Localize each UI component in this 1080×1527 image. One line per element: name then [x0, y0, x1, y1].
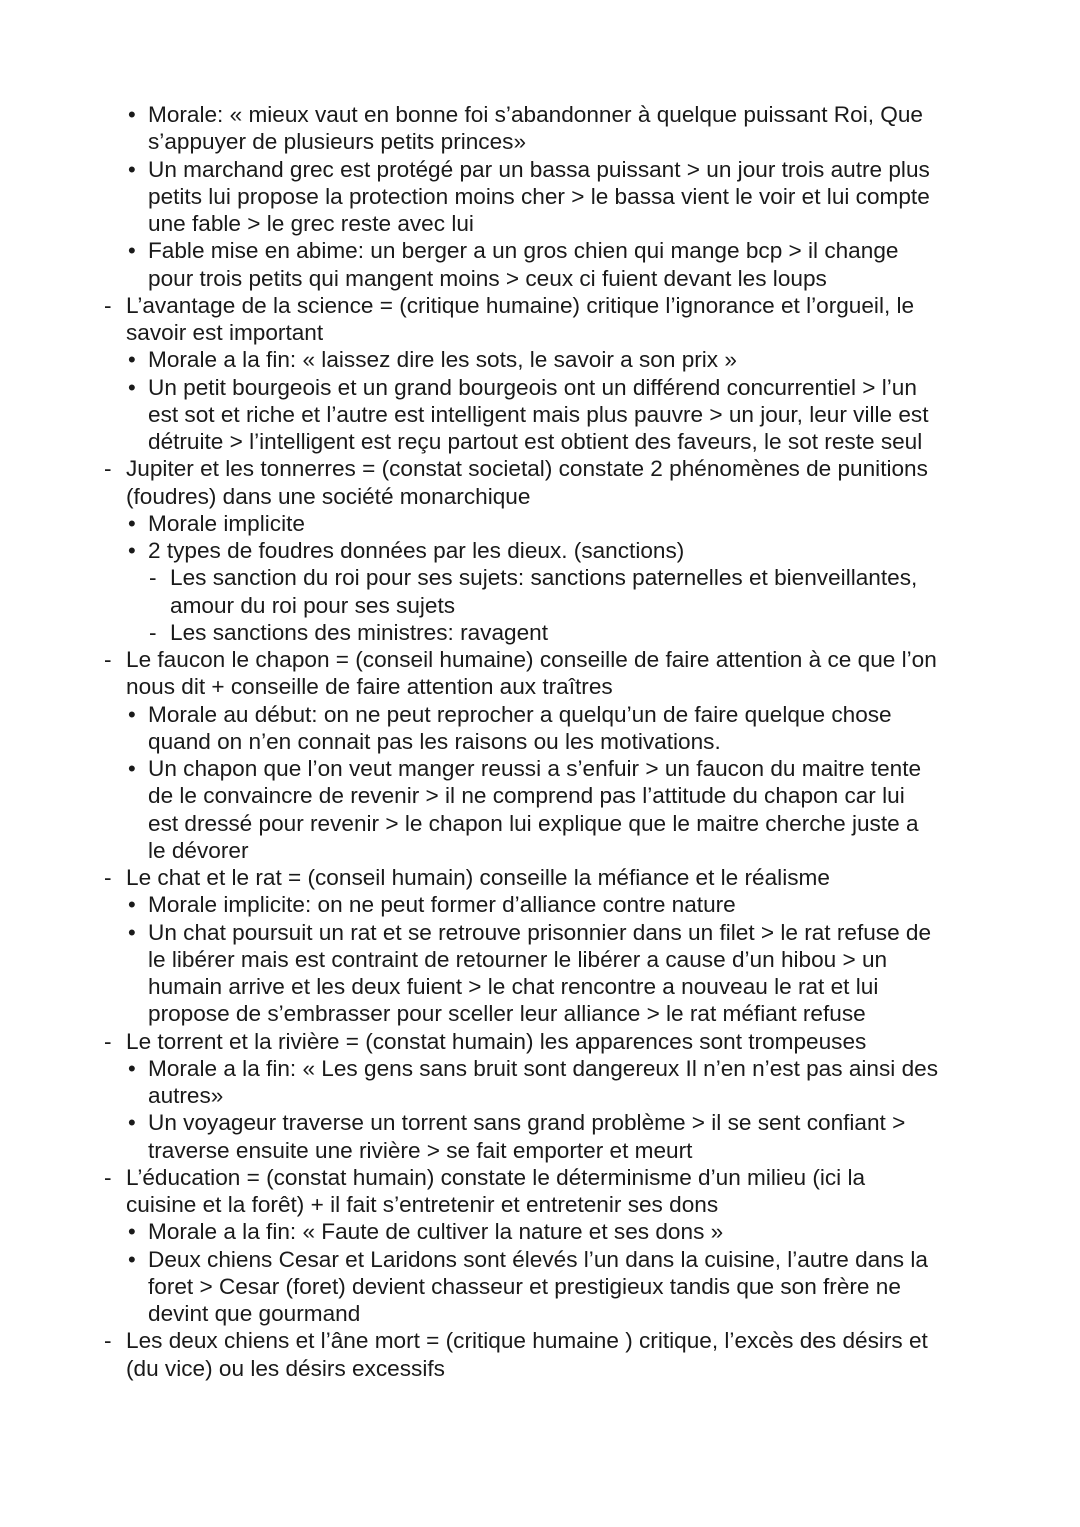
note-text: humain arrive et les deux fuient > le chat rencontre a nouveau le rat et lui	[148, 974, 879, 999]
note-text: L’avantage de la science = (critique humaine) critique l’ignorance et l’orgueil, le	[126, 292, 915, 318]
note-text: foret > Cesar (foret) devient chasseur et prestigieux tandis que son frère ne	[148, 1273, 901, 1299]
note-text: est dressé pour revenir > le chapon lui explique que le maitre cherche juste a	[148, 810, 919, 836]
note-line	[0, 646, 1080, 673]
note-line	[0, 428, 1080, 455]
note-line	[0, 1000, 1080, 1027]
note-line	[0, 1355, 1080, 1382]
note-line	[0, 346, 1080, 373]
dash-marker: -	[104, 1028, 112, 1054]
note-line	[0, 210, 1080, 237]
note-text: traverse ensuite une rivière > se fait emporter et meurt	[148, 1137, 693, 1163]
dash-marker: -	[104, 1164, 112, 1190]
note-line	[0, 864, 1080, 891]
note-line	[0, 156, 1080, 183]
note-text: Les sanctions des ministres: ravagent	[170, 619, 549, 645]
note-line	[0, 1055, 1080, 1082]
note-line	[0, 1273, 1080, 1300]
note-text: petits lui propose la protection moins cher > le bassa vient le voir et lui compte	[148, 183, 930, 209]
note-text: Morale implicite: on ne peut former d’alliance contre nature	[148, 892, 736, 918]
note-line	[0, 1109, 1080, 1136]
bullet-marker: •	[128, 1219, 136, 1245]
note-line	[0, 374, 1080, 401]
note-line	[0, 701, 1080, 728]
note-line	[0, 537, 1080, 564]
note-line	[0, 265, 1080, 292]
note-line	[0, 810, 1080, 837]
note-line	[0, 755, 1080, 782]
note-text: de le convaincre de revenir > il ne comprend pas l’attitude du chapon car lui	[148, 783, 905, 809]
note-line	[0, 837, 1080, 864]
note-line	[0, 183, 1080, 210]
note-text: Deux chiens Cesar et Laridons sont élevés l’un dans la cuisine, l’autre dans la	[148, 1246, 928, 1272]
bullet-marker: •	[128, 1246, 136, 1272]
note-line	[0, 782, 1080, 809]
note-line	[0, 1028, 1080, 1055]
note-line	[0, 728, 1080, 755]
note-text: propose de s’embrasser pour sceller leur alliance > le rat méfiant refuse	[148, 1001, 866, 1027]
bullet-marker: •	[128, 102, 136, 127]
note-text: Morale: « mieux vaut en bonne foi s’abandonner à quelque puissant Roi, Que	[148, 102, 923, 127]
note-text: nous dit + conseille de faire attention aux traîtres	[126, 674, 613, 700]
note-line	[0, 1137, 1080, 1164]
note-text: L’éducation = (constat humain) constate le déterminisme d’un milieu (ici la	[126, 1164, 866, 1190]
dash-marker: -	[104, 456, 112, 482]
note-line	[0, 1082, 1080, 1109]
note-text: Un chapon que l’on veut manger reussi a s’enfuir > un faucon du maitre tente	[148, 756, 922, 781]
dash-marker: -	[104, 865, 112, 890]
note-text: le dévorer	[148, 837, 249, 863]
note-text: Un petit bourgeois et un grand bourgeois ont un différend concurrentiel > l’un	[148, 374, 917, 400]
bullet-marker: •	[128, 919, 136, 945]
note-text: amour du roi pour ses sujets	[170, 592, 456, 618]
note-line	[0, 237, 1080, 264]
bullet-marker: •	[128, 1110, 136, 1136]
bullet-marker: •	[128, 756, 136, 781]
note-line	[0, 946, 1080, 973]
note-line	[0, 455, 1080, 482]
dash-marker: -	[104, 292, 112, 318]
note-text: Les deux chiens et l’âne mort = (critique humaine ) critique, l’excès des désirs et	[126, 1328, 928, 1354]
dash-marker: -	[104, 1328, 112, 1354]
note-line	[0, 319, 1080, 346]
note-text: une fable > le grec reste avec lui	[148, 211, 474, 236]
note-text: Morale au début: on ne peut reprocher a quelqu’un de faire quelque chose	[148, 701, 892, 727]
bullet-marker: •	[128, 510, 136, 536]
bullet-marker: •	[128, 238, 136, 264]
note-line	[0, 292, 1080, 319]
note-text: détruite > l’intelligent est reçu partout est obtient des faveurs, le sot reste seul	[148, 429, 923, 454]
note-line	[0, 483, 1080, 510]
note-text: savoir est important	[126, 320, 324, 345]
bullet-marker: •	[128, 156, 136, 182]
note-text: s’appuyer de plusieurs petits princes»	[148, 129, 527, 155]
bullet-marker: •	[128, 538, 136, 563]
note-line	[0, 1218, 1080, 1245]
note-text: Le faucon le chapon = (conseil humaine) conseille de faire attention à ce que l’on	[126, 647, 937, 672]
note-text: le libérer mais est contraint de retourner le libérer a cause d’un hibou > un	[148, 946, 888, 972]
note-text: pour trois petits qui mangent moins > ceux ci fuient devant les loups	[148, 265, 827, 291]
note-line	[0, 564, 1080, 591]
note-text: Morale implicite	[148, 510, 305, 536]
note-line	[0, 619, 1080, 646]
note-text: Morale a la fin: « laissez dire les sots, le savoir a son prix »	[148, 347, 737, 373]
note-line	[0, 1164, 1080, 1191]
note-text: Un marchand grec est protégé par un bassa puissant > un jour trois autre plus	[148, 156, 930, 182]
bullet-marker: •	[128, 1055, 136, 1081]
dash-marker: -	[149, 565, 157, 591]
bullet-marker: •	[128, 374, 136, 400]
note-line	[0, 1246, 1080, 1273]
note-text: quand on n’en connait pas les raisons ou les motivations.	[148, 728, 721, 754]
note-text: est sot et riche et l’autre est intelligent mais plus pauvre > un jour, leur ville est	[148, 401, 929, 427]
note-text: Morale a la fin: « Les gens sans bruit sont dangereux Il n’en n’est pas ainsi des	[148, 1055, 938, 1081]
note-line	[0, 101, 1080, 128]
note-line	[0, 1300, 1080, 1327]
note-text: Morale a la fin: « Faute de cultiver la nature et ses dons »	[148, 1219, 724, 1245]
note-line	[0, 919, 1080, 946]
bullet-marker: •	[128, 892, 136, 918]
note-text: (du vice) ou les désirs excessifs	[126, 1355, 445, 1381]
note-line	[0, 891, 1080, 918]
note-line	[0, 673, 1080, 700]
note-text: Un chat poursuit un rat et se retrouve prisonnier dans un filet > le rat refuse de	[148, 919, 932, 945]
notes-document	[0, 101, 1080, 1382]
note-text: (foudres) dans une société monarchique	[126, 483, 531, 509]
note-text: Un voyageur traverse un torrent sans grand problème > il se sent confiant >	[148, 1110, 906, 1136]
note-line	[0, 128, 1080, 155]
note-text: Les sanction du roi pour ses sujets: sanctions paternelles et bienveillantes,	[170, 565, 918, 591]
bullet-marker: •	[128, 701, 136, 727]
note-line	[0, 1327, 1080, 1354]
note-text: Fable mise en abime: un berger a un gros chien qui mange bcp > il change	[148, 238, 899, 264]
note-text: cuisine et la forêt) + il fait s’entretenir et entretenir ses dons	[126, 1192, 719, 1217]
note-line	[0, 510, 1080, 537]
note-line	[0, 401, 1080, 428]
dash-marker: -	[149, 619, 157, 645]
note-line	[0, 592, 1080, 619]
note-line	[0, 1191, 1080, 1218]
note-text: Le chat et le rat = (conseil humain) conseille la méfiance et le réalisme	[126, 865, 830, 890]
dash-marker: -	[104, 647, 112, 672]
note-text: Le torrent et la rivière = (constat humain) les apparences sont trompeuses	[126, 1028, 867, 1054]
note-text: Jupiter et les tonnerres = (constat societal) constate 2 phénomènes de punitions	[126, 456, 928, 482]
note-text: devint que gourmand	[148, 1301, 361, 1326]
note-text: 2 types de foudres données par les dieux. (sanctions)	[148, 538, 685, 563]
note-line	[0, 973, 1080, 1000]
note-text: autres»	[148, 1083, 224, 1108]
bullet-marker: •	[128, 347, 136, 373]
